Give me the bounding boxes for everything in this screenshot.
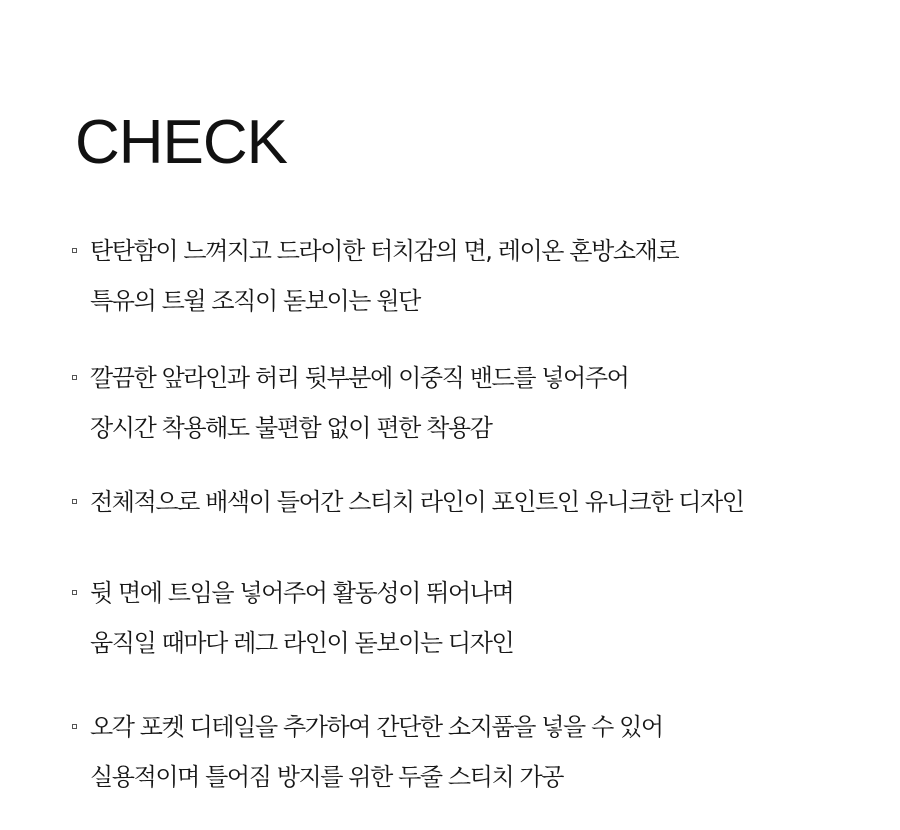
check-line: 깔끔한 앞라인과 허리 뒷부분에 이중직 밴드를 넣어주어 bbox=[72, 360, 872, 410]
check-line: 뒷 면에 트임을 넣어주어 활동성이 뛰어나며 bbox=[72, 575, 872, 625]
check-item-4 bbox=[72, 575, 872, 675]
square-bullet-icon bbox=[72, 248, 77, 253]
check-line: 탄탄함이 느껴지고 드라이한 터치감의 면, 레이온 혼방소재로 bbox=[72, 233, 872, 283]
square-bullet-icon bbox=[72, 724, 77, 729]
check-line: 특유의 트윌 조직이 돋보이는 원단 bbox=[90, 287, 420, 315]
check-line: 전체적으로 배색이 들어간 스티치 라인이 포인트인 유니크한 디자인 bbox=[72, 484, 872, 534]
square-bullet-icon bbox=[72, 499, 77, 504]
check-item-3 bbox=[72, 484, 872, 534]
check-item-2 bbox=[72, 360, 872, 460]
check-line: 장시간 착용해도 불편함 없이 편한 착용감 bbox=[90, 414, 492, 442]
check-line: 실용적이며 틀어짐 방지를 위한 두줄 스티치 가공 bbox=[90, 763, 564, 791]
square-bullet-icon bbox=[72, 590, 77, 595]
check-line: 움직일 때마다 레그 라인이 돋보이는 디자인 bbox=[90, 629, 514, 657]
check-item-5 bbox=[72, 709, 872, 809]
check-line: 오각 포켓 디테일을 추가하여 간단한 소지품을 넣을 수 있어 bbox=[72, 709, 872, 759]
square-bullet-icon bbox=[72, 375, 77, 380]
check-item-1 bbox=[72, 233, 872, 333]
page-title: CHECK bbox=[75, 108, 288, 177]
